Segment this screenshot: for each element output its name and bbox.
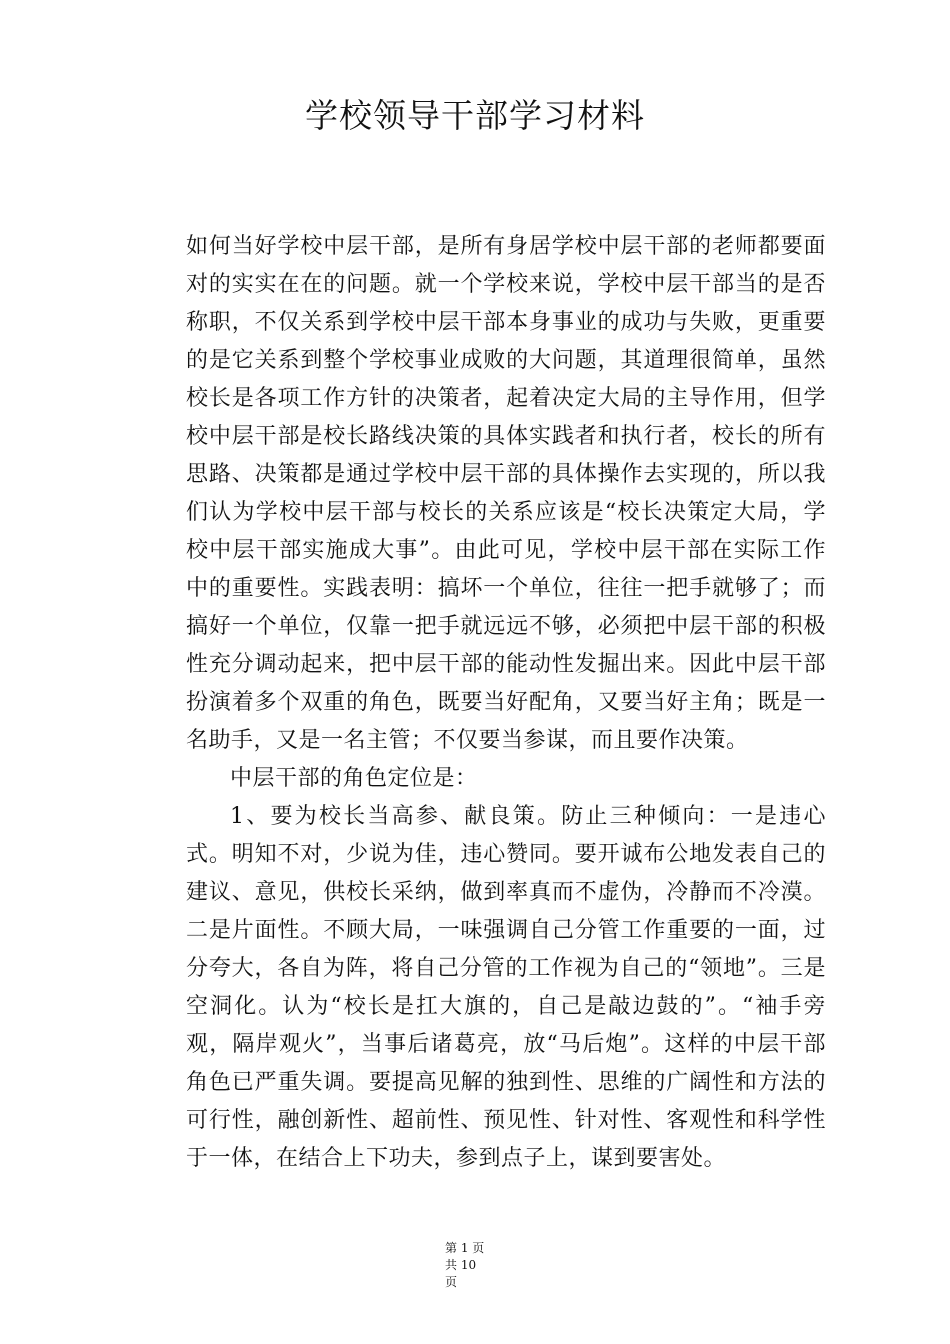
page-number: 第 1 页 <box>445 1241 485 1255</box>
paragraph-role-heading: 中层干部的角色定位是： <box>230 766 478 791</box>
page-footer <box>445 1240 505 1291</box>
page-total-unit: 页 <box>445 1275 458 1289</box>
document-body <box>186 228 826 1178</box>
paragraph-intro: 如何当好学校中层干部，是所有身居学校中层干部的老师都要面对的实实在在的问题。就一个学校来说，学校中层干部当的是否称职，不仅关系到学校中层干部本身事业的成功与失败，更重要的是它关系到整个学校事业成败的大问题，其道理很简单，虽然校长是各项工作方针的决策者，起着决定大局的主导作用，但学校中层干部是校长路线决策的具体实践者和执行者，校长的所有思路、决策都是通过学校中层干部的具体操作去实现的，所以我们认为学校中层干部与校长的关系应该是“校长决策定大局，学校中层干部实施成大事”。由此可见，学校中层干部在实际工作中的重要性。实践表明：搞坏一个单位，往往一把手就够了；而搞好一个单位，仅靠一把手就远远不够，必须把中层干部的积极性充分调动起来，把中层干部的能动性发掘出来。因此中层干部扮演着多个双重的角色，既要当好配角，又要当好主角；既是一名助手，又是一名主管；不仅要当参谋，而且要作决策。 <box>186 234 826 753</box>
paragraph-point-1: 1、要为校长当高参、献良策。防止三种倾向：一是违心式。明知不对，少说为佳，违心赞同。要开诚布公地发表自己的建议、意见，供校长采纳，做到率真而不虚伪，冷静而不冷漠。二是片面性。不顾大局，一味强调自己分管工作重要的一面，过分夸大，各自为阵，将自己分管的工作视为自己的“领地”。三是空洞化。认为“校长是扛大旗的，自己是敲边鼓的”。“袖手旁观，隔岸观火”，当事后诸葛亮，放“马后炮”。这样的中层干部角色已严重失调。要提高见解的独到性、思维的广阔性和方法的可行性，融创新性、超前性、预见性、针对性、客观性和科学性于一体，在结合上下功夫，参到点子上，谋到要害处。 <box>186 804 826 1171</box>
page-title: 学校领导干部学习材料 <box>305 96 645 135</box>
page-total: 共 10 <box>445 1258 477 1272</box>
